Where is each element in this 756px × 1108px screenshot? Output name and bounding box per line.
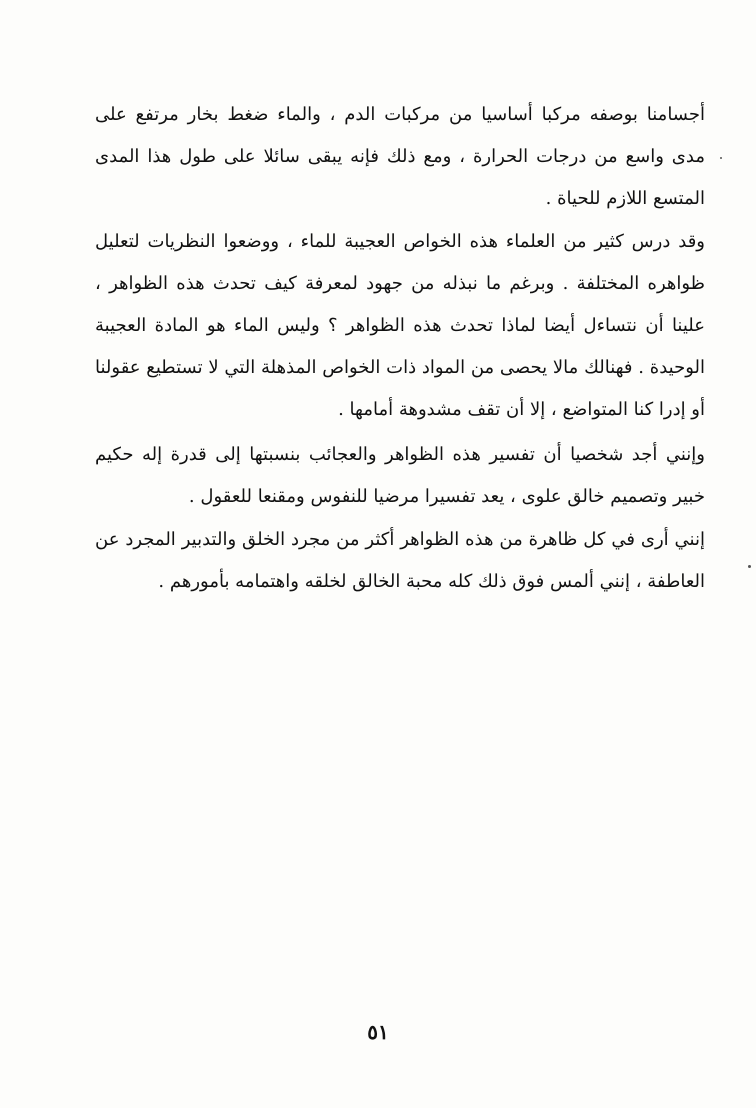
scan-speck — [720, 157, 722, 159]
paragraph-2: وقد درس كثير من العلماء هذه الخواص العجيبة للماء ، ووضعوا النظريات لتعليل ظواهره المختلفة . وبرغم ما نبذله من جهود لمعرفة كيف تحدث هذه الظواهر ، علينا أن نتساءل أيضا لماذا تحدث هذه الظواهر ؟ وليس الماء هو المادة العجيبة الوحيدة . فهنالك مالا يحصى من المواد ذات الخواص المذهلة التي لا تستطيع عقولنا أو إدرا كنا المتواضع ، إلا أن تقف مشدوهة أمامها . — [95, 231, 705, 420]
scan-speck — [748, 565, 751, 568]
paragraph-3: وإنني أجد شخصيا أن تفسير هذه الظواهر والعجائب بنسبتها إلى قدرة إله حكيم خبير وتصميم خالق علوى ، يعد تفسيرا مرضيا للنفوس ومقنعا للعقول . — [95, 444, 705, 507]
paragraph-1: أجسامنا بوصفه مركبا أساسيا من مركبات الدم ، والماء ضغط بخار مرتفع على مدى واسع من درجات الحرارة ، ومع ذلك فإنه يبقى سائلا على طول هذا المدى المتسع اللازم للحياة . — [95, 104, 705, 209]
paragraph-4: إنني أرى في كل ظاهرة من هذه الظواهر أكثر من مجرد الخلق والتدبير المجرد عن العاطفة ، إنني ألمس فوق ذلك كله محبة الخالق لخلقه واهتمامه بأمورهم . — [95, 529, 705, 592]
page-number: ٥١ — [367, 1020, 389, 1044]
